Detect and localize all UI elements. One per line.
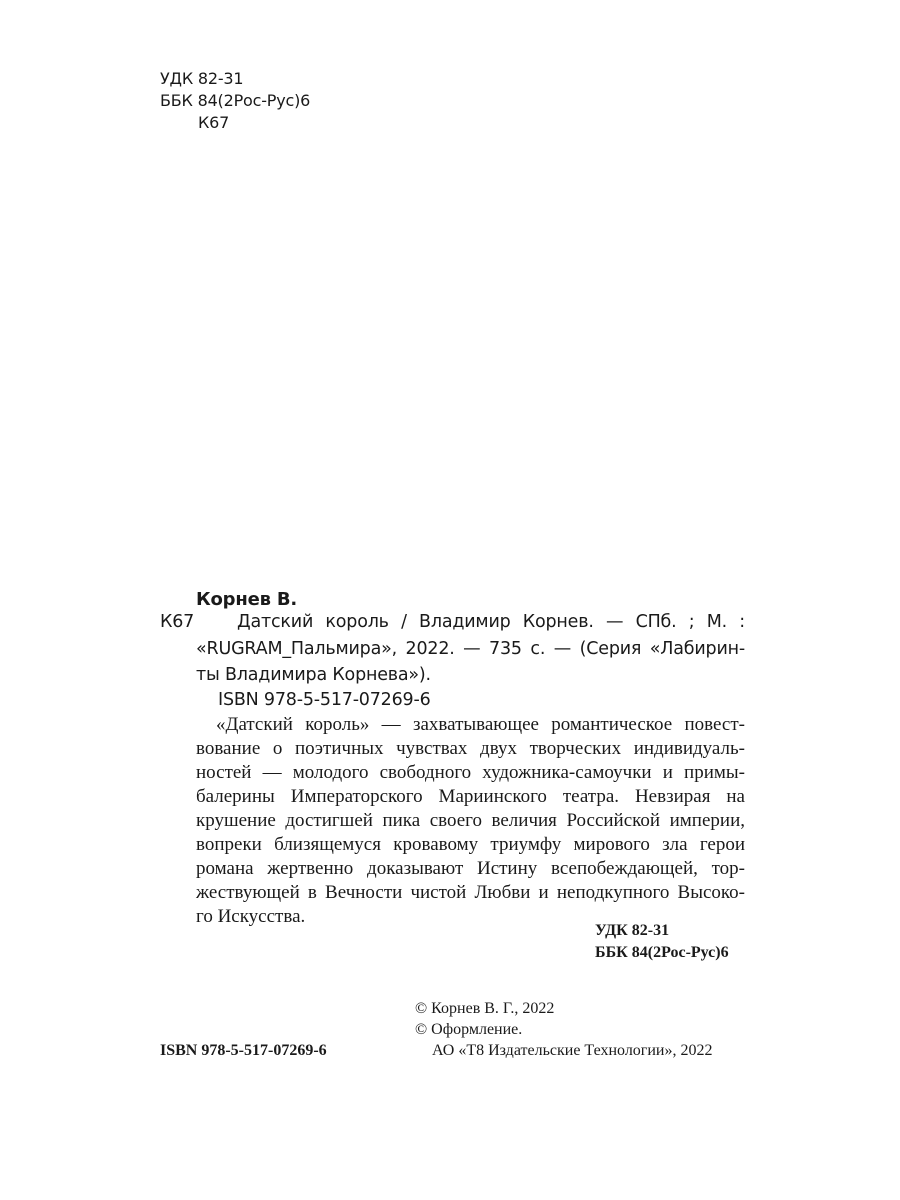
publisher-copyright: АО «Т8 Издательские Технологии», 2022 — [432, 1042, 713, 1059]
top-udk-code: УДК 82-31 — [160, 69, 244, 88]
author-heading: Корнев В. — [196, 589, 298, 610]
annotation-line-8: жествующей в Вечности чистой Любви и неподкупного Высоко- — [196, 882, 745, 903]
top-author-mark: К67 — [198, 113, 230, 132]
bib-line-1: Датский король / Владимир Корнев. — СПб. ; М. : — [237, 612, 745, 632]
annotation-line-6: вопреки близящемуся кровавому триумфу мирового зла герои — [196, 834, 745, 855]
annotation-line-1: «Датский король» — захватывающее романтическое повест- — [216, 714, 745, 735]
annotation-line-3: ностей — молодого свободного художника-самоучки и примы- — [196, 762, 745, 783]
bib-line-2: «RUGRAM_Пальмира», 2022. — 735 с. — (Серия «Лабирин- — [196, 639, 745, 659]
annotation-line-5: крушение достигшей пика своего величия Российской империи, — [196, 810, 745, 831]
annotation-last-line: го Искусства. — [196, 906, 306, 927]
record-author-mark: К67 — [160, 612, 195, 632]
top-bbk-code: ББК 84(2Рос-Рус)6 — [160, 91, 311, 110]
copyright-author: © Корнев В. Г., 2022 — [415, 1000, 555, 1017]
bottom-isbn: ISBN 978-5-517-07269-6 — [160, 1042, 327, 1059]
annotation-line-2: вование о поэтичных чувствах двух творческих индивидуаль- — [196, 738, 745, 759]
record-bbk-code: ББК 84(2Рос-Рус)6 — [595, 944, 729, 961]
copyright-design: © Оформление. — [415, 1021, 523, 1038]
bib-line-3: ты Владимира Корнева»). — [196, 665, 431, 685]
record-udk-code: УДК 82-31 — [595, 922, 670, 939]
record-isbn: ISBN 978-5-517-07269-6 — [218, 690, 431, 710]
annotation-line-4: балерины Императорского Мариинского театра. Невзирая на — [196, 786, 745, 807]
annotation-line-7: романа жертвенно доказывают Истину всепобеждающей, тор- — [196, 858, 745, 879]
